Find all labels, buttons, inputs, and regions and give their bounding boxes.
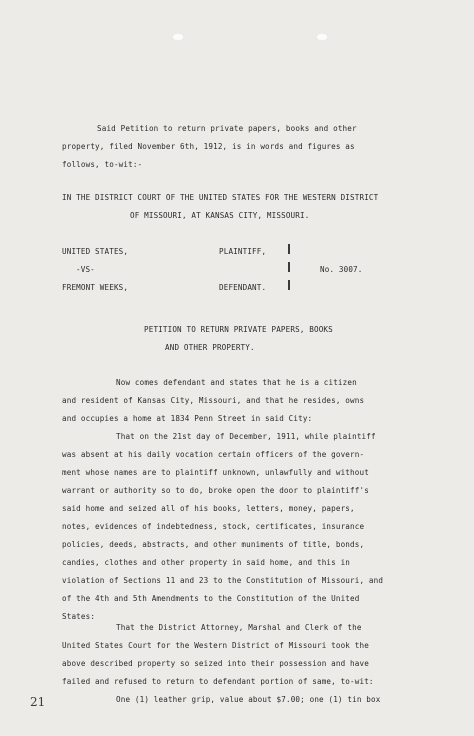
paragraph-3-line-4: failed and refused to return to defendant portion of same, to-wit: (62, 677, 374, 686)
caption-bracket-line (288, 244, 290, 254)
intro-line-2: property, filed November 6th, 1912, is in words and figures as (62, 142, 355, 151)
paragraph-1-line-2: and resident of Kansas City, Missouri, and that he resides, owns (62, 396, 365, 405)
caption-bracket-line (288, 262, 290, 272)
plaintiff-name: UNITED STATES, (62, 247, 129, 256)
paragraph-1-line-3: and occupies a home at 1834 Penn Street in said City: (62, 414, 313, 423)
paragraph-2-line-10: of the 4th and 5th Amendments to the Constitution of the United (62, 594, 360, 603)
paragraph-2-line-1: That on the 21st day of December, 1911, while plaintiff (116, 432, 376, 441)
intro-line-1: Said Petition to return private papers, books and other (97, 124, 357, 133)
punch-hole-right (316, 33, 328, 41)
caption-bracket-line (288, 280, 290, 290)
paragraph-2-line-5: said home and seized all of his books, letters, money, papers, (62, 504, 355, 513)
paragraph-2-line-9: violation of Sections 11 and 23 to the Constitution of Missouri, and (62, 576, 384, 585)
paragraph-3-line-2: United States Court for the Western District of Missouri took the (62, 641, 369, 650)
intro-line-3: follows, to-wit:- (62, 160, 143, 169)
paragraph-2-line-4: warrant or authority so to do, broke open the door to plaintiff's (62, 486, 369, 495)
plaintiff-role: PLAINTIFF, (219, 247, 267, 256)
paragraph-2-line-8: candies, clothes and other property in said home, and this in (62, 558, 351, 567)
paragraph-2-line-11: States: (62, 612, 96, 621)
paragraph-3-line-1: That the District Attorney, Marshal and Clerk of the (116, 623, 362, 632)
paragraph-3-line-3: above described property so seized into their possession and have (62, 659, 369, 668)
paragraph-2-line-2: was absent at his daily vocation certain officers of the govern- (62, 450, 365, 459)
court-heading-line-2: OF MISSOURI, AT KANSAS CITY, MISSOURI. (130, 211, 310, 220)
paragraph-2-line-7: policies, deeds, abstracts, and other muniments of title, bonds, (62, 540, 365, 549)
punch-hole-left (172, 33, 184, 41)
court-heading-line-1: IN THE DISTRICT COURT OF THE UNITED STATES FOR THE WESTERN DISTRICT (62, 193, 379, 202)
defendant-role: DEFENDANT. (219, 283, 267, 292)
versus-label: -VS- (76, 265, 95, 274)
page-number: 21 (30, 695, 46, 709)
paragraph-2-line-3: ment whose names are to plaintiff unknown, unlawfully and without (62, 468, 369, 477)
paragraph-1-line-1: Now comes defendant and states that he is a citizen (116, 378, 357, 387)
paragraph-2-line-6: notes, evidences of indebtedness, stock, certificates, insurance (62, 522, 365, 531)
case-number: No. 3007. (320, 265, 363, 274)
defendant-name: FREMONT WEEKS, (62, 283, 129, 292)
petition-title-line-1: PETITION TO RETURN PRIVATE PAPERS, BOOKS (144, 325, 333, 334)
petition-title-line-2: AND OTHER PROPERTY. (165, 343, 255, 352)
paragraph-3-line-5: One (1) leather grip, value about $7.00; one (1) tin box (116, 695, 381, 704)
